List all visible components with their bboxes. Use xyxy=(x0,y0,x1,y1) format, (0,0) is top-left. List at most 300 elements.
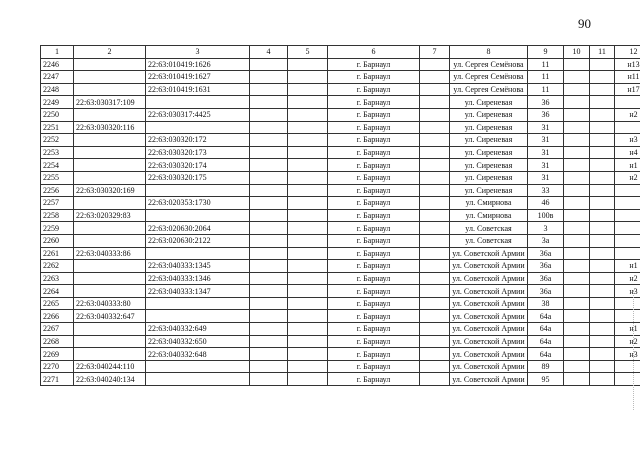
building-cadastral-number: 22:63:030317:4425 xyxy=(146,108,250,121)
empty-cell-col10 xyxy=(564,247,590,260)
row-number: 2249 xyxy=(41,96,74,109)
street-cell: ул. Сиреневая xyxy=(450,96,528,109)
land-parcel-cadastral-number xyxy=(74,285,146,298)
street-cell: ул. Советской Армии xyxy=(450,310,528,323)
empty-cell-col7 xyxy=(420,58,450,71)
table-row xyxy=(41,260,640,273)
empty-cell-col4 xyxy=(250,146,288,159)
empty-cell-col4 xyxy=(250,360,288,373)
empty-cell-col11 xyxy=(590,323,615,336)
row-number: 2257 xyxy=(41,197,74,210)
empty-cell-col7 xyxy=(420,348,450,361)
building-cadastral-number: 22:63:020630:2122 xyxy=(146,234,250,247)
city-cell: г. Барнаул xyxy=(328,108,420,121)
premises-number-cell xyxy=(615,197,640,210)
empty-cell-col7 xyxy=(420,171,450,184)
empty-cell-col11 xyxy=(590,272,615,285)
empty-cell-col5 xyxy=(288,146,328,159)
empty-cell-col10 xyxy=(564,134,590,147)
empty-cell-col4 xyxy=(250,310,288,323)
empty-cell-col11 xyxy=(590,310,615,323)
house-number-cell: 3а xyxy=(528,234,564,247)
city-cell: г. Барнаул xyxy=(328,121,420,134)
row-number: 2271 xyxy=(41,373,74,386)
empty-cell-col7 xyxy=(420,146,450,159)
building-cadastral-number xyxy=(146,184,250,197)
empty-cell-col7 xyxy=(420,260,450,273)
row-number: 2248 xyxy=(41,83,74,96)
empty-cell-col4 xyxy=(250,108,288,121)
row-number: 2262 xyxy=(41,260,74,273)
empty-cell-col5 xyxy=(288,96,328,109)
city-cell: г. Барнаул xyxy=(328,348,420,361)
empty-cell-col11 xyxy=(590,222,615,235)
empty-cell-col4 xyxy=(250,171,288,184)
city-cell: г. Барнаул xyxy=(328,83,420,96)
empty-cell-col11 xyxy=(590,348,615,361)
empty-cell-col10 xyxy=(564,323,590,336)
table-row xyxy=(41,335,640,348)
street-cell: ул. Сергея Семёнова xyxy=(450,71,528,84)
premises-number-cell: н17 xyxy=(615,83,640,96)
premises-number-cell xyxy=(615,222,640,235)
street-cell: ул. Сиреневая xyxy=(450,108,528,121)
empty-cell-col11 xyxy=(590,335,615,348)
empty-cell-col4 xyxy=(250,58,288,71)
row-number: 2261 xyxy=(41,247,74,260)
house-number-cell: 33 xyxy=(528,184,564,197)
empty-cell-col10 xyxy=(564,159,590,172)
empty-cell-col11 xyxy=(590,297,615,310)
premises-number-cell: н1 xyxy=(615,159,640,172)
row-number: 2260 xyxy=(41,234,74,247)
empty-cell-col10 xyxy=(564,335,590,348)
empty-cell-col5 xyxy=(288,348,328,361)
empty-cell-col10 xyxy=(564,285,590,298)
row-number: 2256 xyxy=(41,184,74,197)
house-number-cell: 89 xyxy=(528,360,564,373)
empty-cell-col5 xyxy=(288,108,328,121)
row-number: 2269 xyxy=(41,348,74,361)
empty-cell-col5 xyxy=(288,260,328,273)
street-cell: ул. Советская xyxy=(450,222,528,235)
street-cell: ул. Советской Армии xyxy=(450,285,528,298)
empty-cell-col7 xyxy=(420,71,450,84)
land-parcel-cadastral-number xyxy=(74,348,146,361)
empty-cell-col10 xyxy=(564,310,590,323)
empty-cell-col10 xyxy=(564,184,590,197)
row-number: 2259 xyxy=(41,222,74,235)
house-number-cell: 31 xyxy=(528,134,564,147)
empty-cell-col11 xyxy=(590,197,615,210)
house-number-cell: 36а xyxy=(528,260,564,273)
city-cell: г. Барнаул xyxy=(328,184,420,197)
building-cadastral-number: 22:63:010419:1626 xyxy=(146,58,250,71)
table-row xyxy=(41,184,640,197)
house-number-cell: 36а xyxy=(528,247,564,260)
house-number-cell: 11 xyxy=(528,58,564,71)
empty-cell-col10 xyxy=(564,234,590,247)
row-number: 2263 xyxy=(41,272,74,285)
empty-cell-col7 xyxy=(420,184,450,197)
empty-cell-col7 xyxy=(420,310,450,323)
empty-cell-col4 xyxy=(250,209,288,222)
building-cadastral-number: 22:63:030320:172 xyxy=(146,134,250,147)
row-number: 2254 xyxy=(41,159,74,172)
city-cell: г. Барнаул xyxy=(328,297,420,310)
column-header-10: 10 xyxy=(564,46,590,59)
land-parcel-cadastral-number xyxy=(74,335,146,348)
row-number: 2255 xyxy=(41,171,74,184)
empty-cell-col11 xyxy=(590,373,615,386)
column-header-3: 3 xyxy=(146,46,250,59)
street-cell: ул. Сиреневая xyxy=(450,171,528,184)
city-cell: г. Барнаул xyxy=(328,171,420,184)
empty-cell-col4 xyxy=(250,297,288,310)
house-number-cell: 31 xyxy=(528,171,564,184)
column-header-7: 7 xyxy=(420,46,450,59)
empty-cell-col4 xyxy=(250,134,288,147)
house-number-cell: 11 xyxy=(528,83,564,96)
building-cadastral-number: 22:63:030320:175 xyxy=(146,171,250,184)
empty-cell-col7 xyxy=(420,209,450,222)
building-cadastral-number xyxy=(146,121,250,134)
row-number: 2258 xyxy=(41,209,74,222)
street-cell: ул. Сиреневая xyxy=(450,159,528,172)
empty-cell-col7 xyxy=(420,134,450,147)
empty-cell-col10 xyxy=(564,297,590,310)
premises-number-cell: н1 xyxy=(615,260,640,273)
city-cell: г. Барнаул xyxy=(328,96,420,109)
table-row xyxy=(41,134,640,147)
empty-cell-col7 xyxy=(420,247,450,260)
empty-cell-col11 xyxy=(590,121,615,134)
land-parcel-cadastral-number: 22:63:040333:86 xyxy=(74,247,146,260)
house-number-cell: 31 xyxy=(528,159,564,172)
building-cadastral-number xyxy=(146,360,250,373)
table-row xyxy=(41,247,640,260)
house-number-cell: 36а xyxy=(528,272,564,285)
empty-cell-col4 xyxy=(250,222,288,235)
row-number: 2265 xyxy=(41,297,74,310)
premises-number-cell: н3 xyxy=(615,348,640,361)
premises-number-cell: н2 xyxy=(615,171,640,184)
row-number: 2266 xyxy=(41,310,74,323)
table-row xyxy=(41,209,640,222)
empty-cell-col7 xyxy=(420,234,450,247)
empty-cell-col10 xyxy=(564,146,590,159)
land-parcel-cadastral-number: 22:63:030317:109 xyxy=(74,96,146,109)
city-cell: г. Барнаул xyxy=(328,222,420,235)
premises-number-cell xyxy=(615,234,640,247)
empty-cell-col4 xyxy=(250,272,288,285)
city-cell: г. Барнаул xyxy=(328,197,420,210)
empty-cell-col5 xyxy=(288,222,328,235)
street-cell: ул. Советской Армии xyxy=(450,272,528,285)
city-cell: г. Барнаул xyxy=(328,335,420,348)
empty-cell-col11 xyxy=(590,71,615,84)
city-cell: г. Барнаул xyxy=(328,272,420,285)
city-cell: г. Барнаул xyxy=(328,159,420,172)
land-parcel-cadastral-number xyxy=(74,134,146,147)
row-number: 2251 xyxy=(41,121,74,134)
city-cell: г. Барнаул xyxy=(328,360,420,373)
page-number: 90 xyxy=(578,16,591,31)
house-number-cell: 11 xyxy=(528,71,564,84)
empty-cell-col5 xyxy=(288,373,328,386)
building-cadastral-number: 22:63:030320:173 xyxy=(146,146,250,159)
empty-cell-col11 xyxy=(590,247,615,260)
empty-cell-col11 xyxy=(590,209,615,222)
column-header-11: 11 xyxy=(590,46,615,59)
empty-cell-col4 xyxy=(250,348,288,361)
empty-cell-col7 xyxy=(420,373,450,386)
building-cadastral-number: 22:63:010419:1631 xyxy=(146,83,250,96)
street-cell: ул. Советской Армии xyxy=(450,260,528,273)
premises-number-cell xyxy=(615,184,640,197)
empty-cell-col4 xyxy=(250,197,288,210)
empty-cell-col11 xyxy=(590,108,615,121)
premises-number-cell xyxy=(615,96,640,109)
land-parcel-cadastral-number xyxy=(74,58,146,71)
building-cadastral-number: 22:63:040333:1346 xyxy=(146,272,250,285)
empty-cell-col5 xyxy=(288,184,328,197)
row-number: 2270 xyxy=(41,360,74,373)
table-row xyxy=(41,96,640,109)
building-cadastral-number: 22:63:020630:2064 xyxy=(146,222,250,235)
land-parcel-cadastral-number: 22:63:040240:134 xyxy=(74,373,146,386)
house-number-cell: 64а xyxy=(528,335,564,348)
empty-cell-col7 xyxy=(420,159,450,172)
empty-cell-col5 xyxy=(288,335,328,348)
premises-number-cell: н3 xyxy=(615,285,640,298)
table-row xyxy=(41,58,640,71)
empty-cell-col5 xyxy=(288,159,328,172)
premises-number-cell: н1 xyxy=(615,323,640,336)
empty-cell-col7 xyxy=(420,335,450,348)
land-parcel-cadastral-number: 22:63:040333:80 xyxy=(74,297,146,310)
empty-cell-col5 xyxy=(288,58,328,71)
column-header-1: 1 xyxy=(41,46,74,59)
house-number-cell: 36 xyxy=(528,108,564,121)
empty-cell-col10 xyxy=(564,83,590,96)
registry-table xyxy=(40,45,640,386)
column-header-4: 4 xyxy=(250,46,288,59)
table-row xyxy=(41,222,640,235)
empty-cell-col10 xyxy=(564,108,590,121)
empty-cell-col5 xyxy=(288,71,328,84)
land-parcel-cadastral-number xyxy=(74,234,146,247)
table-row xyxy=(41,373,640,386)
empty-cell-col11 xyxy=(590,171,615,184)
table-row xyxy=(41,197,640,210)
empty-cell-col11 xyxy=(590,184,615,197)
table-row xyxy=(41,121,640,134)
premises-number-cell xyxy=(615,121,640,134)
empty-cell-col5 xyxy=(288,360,328,373)
table-row xyxy=(41,272,640,285)
empty-cell-col10 xyxy=(564,373,590,386)
city-cell: г. Барнаул xyxy=(328,310,420,323)
premises-number-cell: н13 xyxy=(615,58,640,71)
row-number: 2246 xyxy=(41,58,74,71)
land-parcel-cadastral-number xyxy=(74,222,146,235)
table-row xyxy=(41,71,640,84)
column-header-12: 12 xyxy=(615,46,640,59)
premises-number-cell: н3 xyxy=(615,134,640,147)
row-number: 2264 xyxy=(41,285,74,298)
empty-cell-col5 xyxy=(288,234,328,247)
empty-cell-col10 xyxy=(564,272,590,285)
table-row xyxy=(41,108,640,121)
premises-number-cell xyxy=(615,247,640,260)
empty-cell-col10 xyxy=(564,58,590,71)
street-cell: ул. Сиреневая xyxy=(450,134,528,147)
row-number: 2253 xyxy=(41,146,74,159)
house-number-cell: 31 xyxy=(528,146,564,159)
street-cell: ул. Сиреневая xyxy=(450,121,528,134)
land-parcel-cadastral-number xyxy=(74,260,146,273)
premises-number-cell: н11 xyxy=(615,71,640,84)
building-cadastral-number xyxy=(146,209,250,222)
street-cell: ул. Советской Армии xyxy=(450,373,528,386)
empty-cell-col10 xyxy=(564,209,590,222)
street-cell: ул. Советской Армии xyxy=(450,323,528,336)
city-cell: г. Барнаул xyxy=(328,71,420,84)
city-cell: г. Барнаул xyxy=(328,373,420,386)
empty-cell-col10 xyxy=(564,360,590,373)
building-cadastral-number: 22:63:040332:650 xyxy=(146,335,250,348)
column-header-9: 9 xyxy=(528,46,564,59)
city-cell: г. Барнаул xyxy=(328,247,420,260)
empty-cell-col5 xyxy=(288,134,328,147)
empty-cell-col5 xyxy=(288,323,328,336)
row-number: 2252 xyxy=(41,134,74,147)
row-number: 2267 xyxy=(41,323,74,336)
premises-number-cell: н4 xyxy=(615,146,640,159)
city-cell: г. Барнаул xyxy=(328,285,420,298)
house-number-cell: 46 xyxy=(528,197,564,210)
land-parcel-cadastral-number xyxy=(74,83,146,96)
house-number-cell: 95 xyxy=(528,373,564,386)
empty-cell-col7 xyxy=(420,272,450,285)
land-parcel-cadastral-number xyxy=(74,71,146,84)
empty-cell-col11 xyxy=(590,96,615,109)
column-header-6: 6 xyxy=(328,46,420,59)
empty-cell-col11 xyxy=(590,58,615,71)
empty-cell-col11 xyxy=(590,159,615,172)
table-body xyxy=(41,46,640,386)
land-parcel-cadastral-number: 22:63:020329:83 xyxy=(74,209,146,222)
land-parcel-cadastral-number: 22:63:030320:116 xyxy=(74,121,146,134)
building-cadastral-number xyxy=(146,310,250,323)
land-parcel-cadastral-number xyxy=(74,146,146,159)
empty-cell-col11 xyxy=(590,234,615,247)
street-cell: ул. Советской Армии xyxy=(450,297,528,310)
empty-cell-col4 xyxy=(250,184,288,197)
empty-cell-col10 xyxy=(564,71,590,84)
empty-cell-col5 xyxy=(288,209,328,222)
empty-cell-col7 xyxy=(420,83,450,96)
land-parcel-cadastral-number xyxy=(74,159,146,172)
building-cadastral-number: 22:63:020353:1730 xyxy=(146,197,250,210)
empty-cell-col11 xyxy=(590,83,615,96)
empty-cell-col11 xyxy=(590,146,615,159)
table-row xyxy=(41,83,640,96)
house-number-cell: 38 xyxy=(528,297,564,310)
premises-number-cell: н2 xyxy=(615,272,640,285)
building-cadastral-number xyxy=(146,373,250,386)
street-cell: ул. Советской Армии xyxy=(450,247,528,260)
land-parcel-cadastral-number xyxy=(74,197,146,210)
building-cadastral-number: 22:63:040332:648 xyxy=(146,348,250,361)
empty-cell-col10 xyxy=(564,260,590,273)
empty-cell-col5 xyxy=(288,121,328,134)
empty-cell-col4 xyxy=(250,83,288,96)
empty-cell-col11 xyxy=(590,260,615,273)
street-cell: ул. Советской Армии xyxy=(450,348,528,361)
street-cell: ул. Советской Армии xyxy=(450,360,528,373)
premises-number-cell: н2 xyxy=(615,335,640,348)
empty-cell-col4 xyxy=(250,247,288,260)
house-number-cell: 64а xyxy=(528,310,564,323)
empty-cell-col10 xyxy=(564,197,590,210)
land-parcel-cadastral-number: 22:63:030320:169 xyxy=(74,184,146,197)
city-cell: г. Барнаул xyxy=(328,146,420,159)
empty-cell-col4 xyxy=(250,234,288,247)
empty-cell-col5 xyxy=(288,83,328,96)
land-parcel-cadastral-number: 22:63:040332:647 xyxy=(74,310,146,323)
land-parcel-cadastral-number xyxy=(74,171,146,184)
empty-cell-col4 xyxy=(250,71,288,84)
empty-cell-col5 xyxy=(288,310,328,323)
empty-cell-col4 xyxy=(250,285,288,298)
street-cell: ул. Советская xyxy=(450,234,528,247)
street-cell: ул. Сиреневая xyxy=(450,146,528,159)
house-number-cell: 36а xyxy=(528,285,564,298)
empty-cell-col7 xyxy=(420,297,450,310)
house-number-cell: 3 xyxy=(528,222,564,235)
table-row xyxy=(41,348,640,361)
city-cell: г. Барнаул xyxy=(328,260,420,273)
street-cell: ул. Смирнова xyxy=(450,209,528,222)
house-number-cell: 31 xyxy=(528,121,564,134)
street-cell: ул. Сергея Семёнова xyxy=(450,83,528,96)
empty-cell-col5 xyxy=(288,297,328,310)
empty-cell-col7 xyxy=(420,197,450,210)
city-cell: г. Барнаул xyxy=(328,134,420,147)
empty-cell-col10 xyxy=(564,171,590,184)
empty-cell-col10 xyxy=(564,222,590,235)
table-row xyxy=(41,297,640,310)
building-cadastral-number xyxy=(146,96,250,109)
table-row xyxy=(41,310,640,323)
empty-cell-col7 xyxy=(420,285,450,298)
empty-cell-col4 xyxy=(250,96,288,109)
empty-cell-col7 xyxy=(420,222,450,235)
table-row xyxy=(41,171,640,184)
column-header-5: 5 xyxy=(288,46,328,59)
building-cadastral-number: 22:63:040333:1345 xyxy=(146,260,250,273)
empty-cell-col5 xyxy=(288,285,328,298)
empty-cell-col10 xyxy=(564,96,590,109)
empty-cell-col4 xyxy=(250,260,288,273)
premises-number-cell xyxy=(615,209,640,222)
city-cell: г. Барнаул xyxy=(328,234,420,247)
street-cell: ул. Смирнова xyxy=(450,197,528,210)
premises-number-cell: н2 xyxy=(615,108,640,121)
empty-cell-col7 xyxy=(420,96,450,109)
